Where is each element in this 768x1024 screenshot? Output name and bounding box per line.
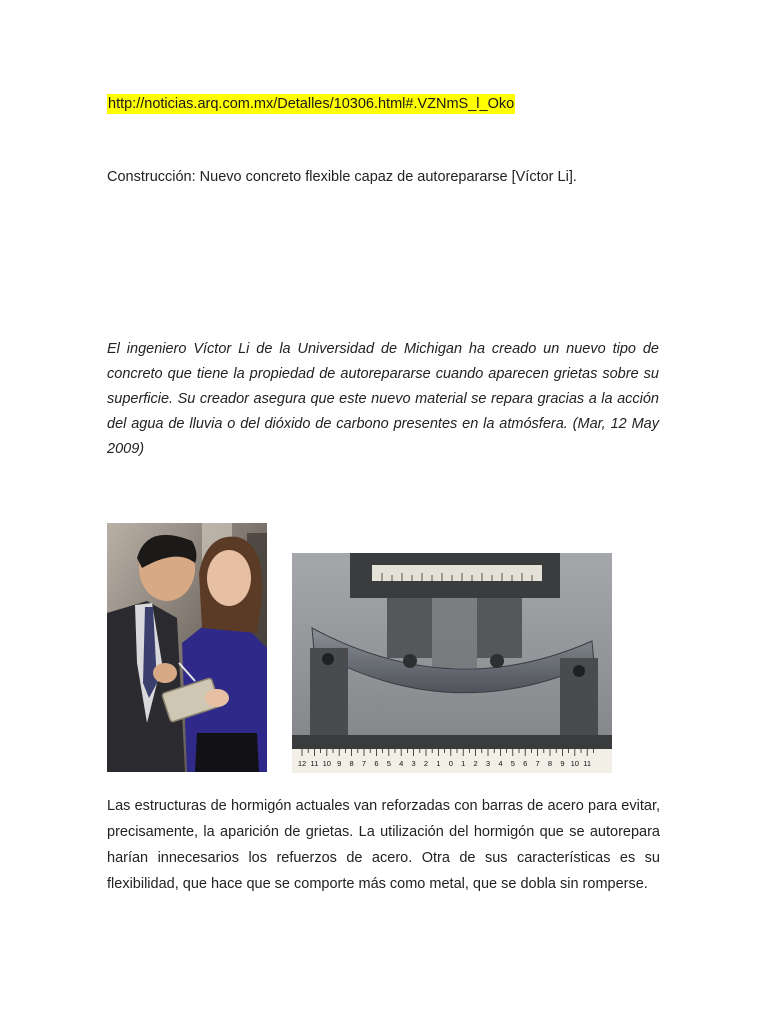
- ruler-number: 5: [386, 759, 391, 768]
- ruler-number: 9: [560, 759, 565, 768]
- ruler-number: 8: [349, 759, 354, 768]
- bending-test-illustration: [292, 553, 612, 773]
- ruler-number: 0: [448, 759, 453, 768]
- ruler-number: 3: [485, 759, 491, 768]
- article-intro: El ingeniero Víctor Li de la Universidad de Michigan ha creado un nuevo tipo de concreto que tiene la propiedad de autorepararse cuando aparecen grietas sobre su superficie. Su creador asegura que este nuevo material se repara gracias a la acción del agua de lluvia o del dióxido de carbono presentes en la atmósfera. (Mar, 12 May 2009): [107, 341, 659, 457]
- ruler-number: 7: [535, 759, 540, 768]
- ruler-number: 6: [374, 759, 379, 768]
- ruler-number: 12: [297, 759, 307, 768]
- ruler-number: 1: [436, 759, 441, 768]
- ruler-number: 4: [399, 759, 404, 768]
- ruler-number: 2: [423, 759, 429, 768]
- source-link[interactable]: http://noticias.arq.com.mx/Detalles/10306.html#.VZNmS_l_Oko: [108, 96, 515, 112]
- ruler-number: 3: [411, 759, 416, 768]
- ruler-number: 7: [361, 759, 367, 768]
- article-body: Las estructuras de hormigón actuales van reforzadas con barras de acero para evitar, precisamente, la aparición de grietas. La utilización del hormigón que se autorepara harían innecesarios los refuerzos de acero. Otra de sus características es su flexibilidad, que hace que se comporte más como metal, que se dobla sin romperse.: [107, 798, 660, 892]
- ruler-number: 8: [547, 759, 553, 768]
- ruler-number: 5: [510, 759, 515, 768]
- ruler-number: 10: [570, 759, 579, 768]
- ruler-number: 2: [473, 759, 478, 768]
- ruler-number: 10: [322, 759, 331, 768]
- ruler-number: 9: [337, 759, 342, 768]
- article-title: Construcción: Nuevo concreto flexible capaz de autorepararse [Víctor Li].: [107, 169, 577, 185]
- researchers-photo: [107, 523, 267, 772]
- ruler-number: 4: [498, 759, 503, 768]
- ruler-number: 11: [583, 759, 592, 768]
- researchers-illustration: [107, 523, 267, 772]
- ruler-number: 6: [523, 759, 528, 768]
- ruler-number: 11: [310, 759, 319, 768]
- bending-test-photo: [292, 553, 612, 773]
- ruler-number: 1: [461, 759, 466, 768]
